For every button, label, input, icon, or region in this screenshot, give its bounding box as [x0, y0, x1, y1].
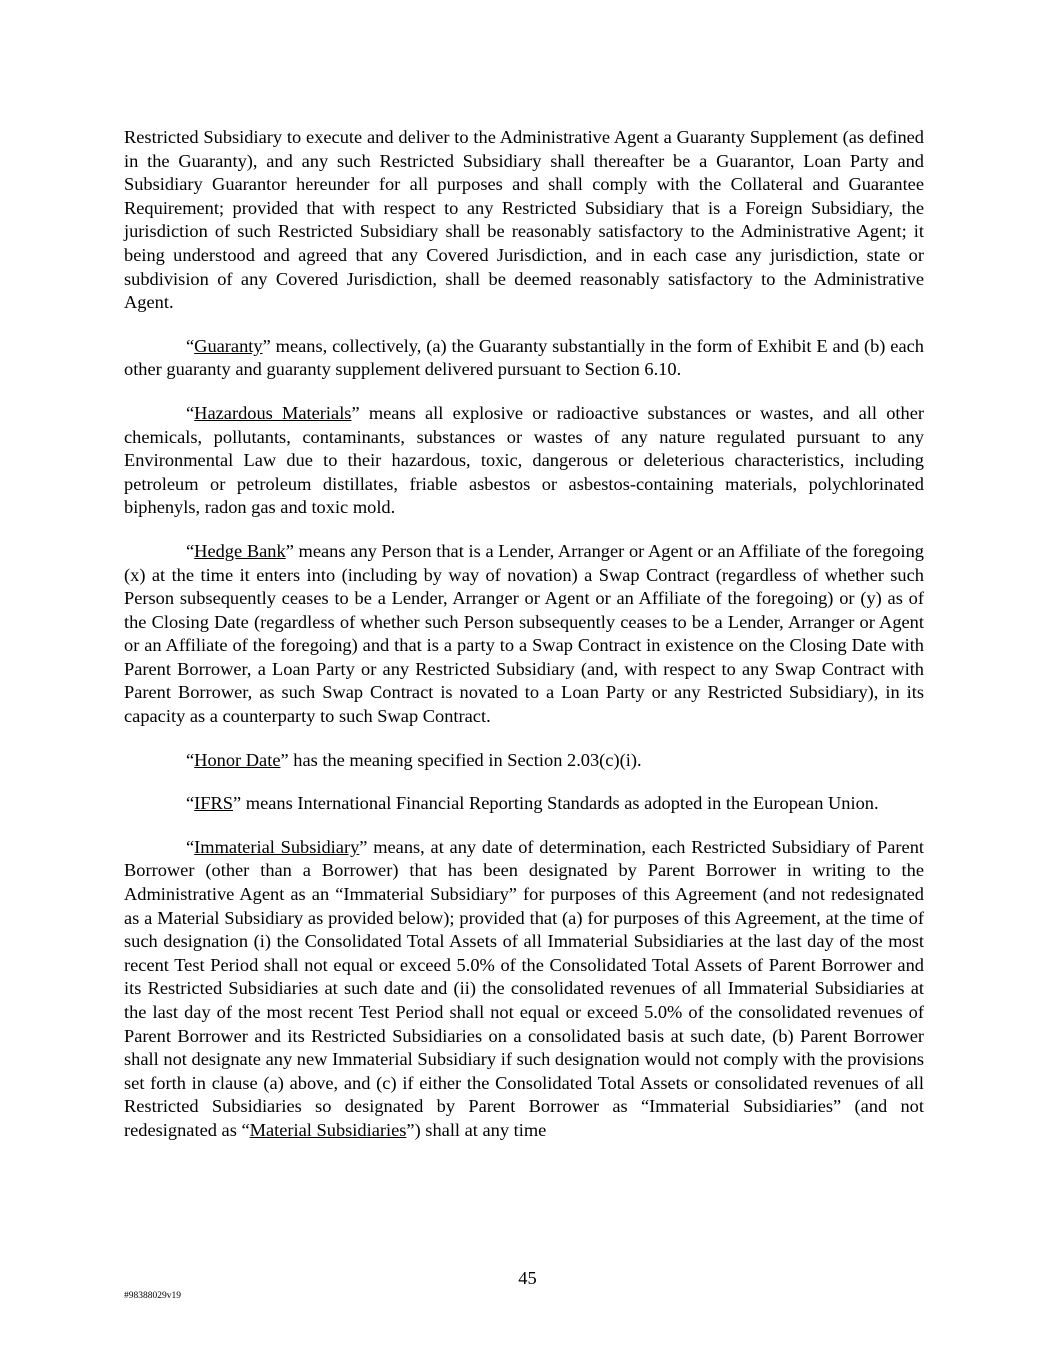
open-quote: “: [186, 540, 195, 561]
defined-term: Immaterial Subsidiary: [194, 836, 360, 857]
definition-text: means any Person that is a Lender, Arranger or Agent or an Affiliate of the foregoing (x) at the time it enters into (including by way of novation) a Swap Contract (regardless of whether such Person subsequently ceases to be a Lender, Arranger or Agent or an Affiliate of the foregoing) or (y) as of the Closing Date (regardless of whether such Person subsequently ceases to be a Lender, Arranger or Agent or an Affiliate of the foregoing) and that is a party to a Swap Contract in existence on the Closing Date with Parent Borrower, a Loan Party or any Restricted Subsidiary (and, with respect to any Swap Contract with Parent Borrower, as such Swap Contract is novated to a Loan Party or any Restricted Subsidiary), in its capacity as a counterparty to such Swap Contract.: [124, 540, 924, 727]
open-quote: “: [186, 402, 195, 423]
close-quote: ”: [262, 335, 271, 356]
continuation-paragraph: Restricted Subsidiary to execute and deliver to the Administrative Agent a Guaranty Supplement (as defined in the Guaranty), and any such Restricted Subsidiary shall thereafter be a Guarantor, Loan Party and Subsidiary Guarantor hereunder for all purposes and shall comply with the Collateral and Guarantee Requirement; provided that with respect to any Restricted Subsidiary that is a Foreign Subsidiary, the jurisdiction of such Restricted Subsidiary shall be reasonably satisfactory to the Administrative Agent; it being understood and agreed that any Covered Jurisdiction, and in each case any jurisdiction, state or subdivision of any Covered Jurisdiction, shall be deemed reasonably satisfactory to the Administrative Agent.: [124, 127, 924, 313]
defined-term: Hedge Bank: [194, 540, 286, 561]
defined-term: Honor Date: [194, 749, 281, 770]
definition-text: means, at any date of determination, each Restricted Subsidiary of Parent Borrower (other than a Borrower) that has been designated by Parent Borrower in writing to the Administrative Agent as an “Immaterial Subsidiary” for purposes of this Agreement (and not redesignated as a Material Subsidiary as provided below); provided that (a) for purposes of this Agreement, at the time of such designation (i) the Consolidated Total Assets of all Immaterial Subsidiaries at the last day of the most recent Test Period shall not equal or exceed 5.0% of the Consolidated Total Assets of Parent Borrower and its Restricted Subsidiaries at such date and (ii) the consolidated revenues of all Immaterial Subsidiaries at the last day of the most recent Test Period shall not equal or exceed 5.0% of the consolidated revenues of Parent Borrower and its Restricted Subsidiaries on a consolidated basis at such date, (b) Parent Borrower shall not designate any new Immaterial Subsidiary if such designation would not comply with the provisions set forth in clause (a) above, and (c) if either the Consolidated Total Assets or consolidated revenues of all Restricted Subsidiaries so designated by Parent Borrower as “Immaterial Subsidiaries” (and not redesignated as “: [124, 836, 924, 1140]
definition-text-tail: ”) shall at any time: [406, 1119, 547, 1140]
definition-text: has the meaning specified in Section 2.03(c)(i).: [288, 749, 642, 770]
definition-guaranty: [124, 335, 924, 382]
definition-hedge-bank: [124, 540, 924, 729]
definition-text: means International Financial Reporting Standards as adopted in the European Union.: [241, 793, 879, 814]
close-quote: ”: [351, 402, 360, 423]
definition-immaterial-subsidiary: [124, 836, 924, 1143]
close-quote: ”: [285, 540, 294, 561]
open-quote: “: [186, 836, 195, 857]
open-quote: “: [186, 749, 195, 770]
cross-reference-term: Material Subsidiaries: [249, 1119, 407, 1140]
open-quote: “: [186, 793, 195, 814]
definition-text: means all explosive or radioactive substances or wastes, and all other chemicals, pollutants, contaminants, substances or wastes of any nature regulated pursuant to any Environmental Law due to their hazardous, toxic, dangerous or deleterious characteristics, including petroleum or petroleum distillates, friable asbestos or asbestos-containing materials, polychlorinated biphenyls, radon gas and toxic mold.: [124, 402, 924, 518]
definition-honor-date: [124, 749, 924, 773]
defined-term: IFRS: [194, 793, 234, 814]
defined-term: Guaranty: [194, 335, 263, 356]
defined-term: Hazardous Materials: [194, 402, 352, 423]
close-quote: ”: [280, 749, 289, 770]
definition-hazardous-materials: [124, 402, 924, 520]
definition-text: means, collectively, (a) the Guaranty substantially in the form of Exhibit E and (b) each other guaranty and guaranty supplement delivered pursuant to Section 6.10.: [124, 335, 924, 380]
close-quote: ”: [359, 836, 368, 857]
definition-ifrs: [124, 792, 924, 816]
page-number: 45: [518, 1268, 537, 1288]
document-id: #98388029v19: [124, 1291, 181, 1301]
document-body: [124, 126, 924, 1163]
open-quote: “: [186, 335, 195, 356]
close-quote: ”: [233, 793, 242, 814]
